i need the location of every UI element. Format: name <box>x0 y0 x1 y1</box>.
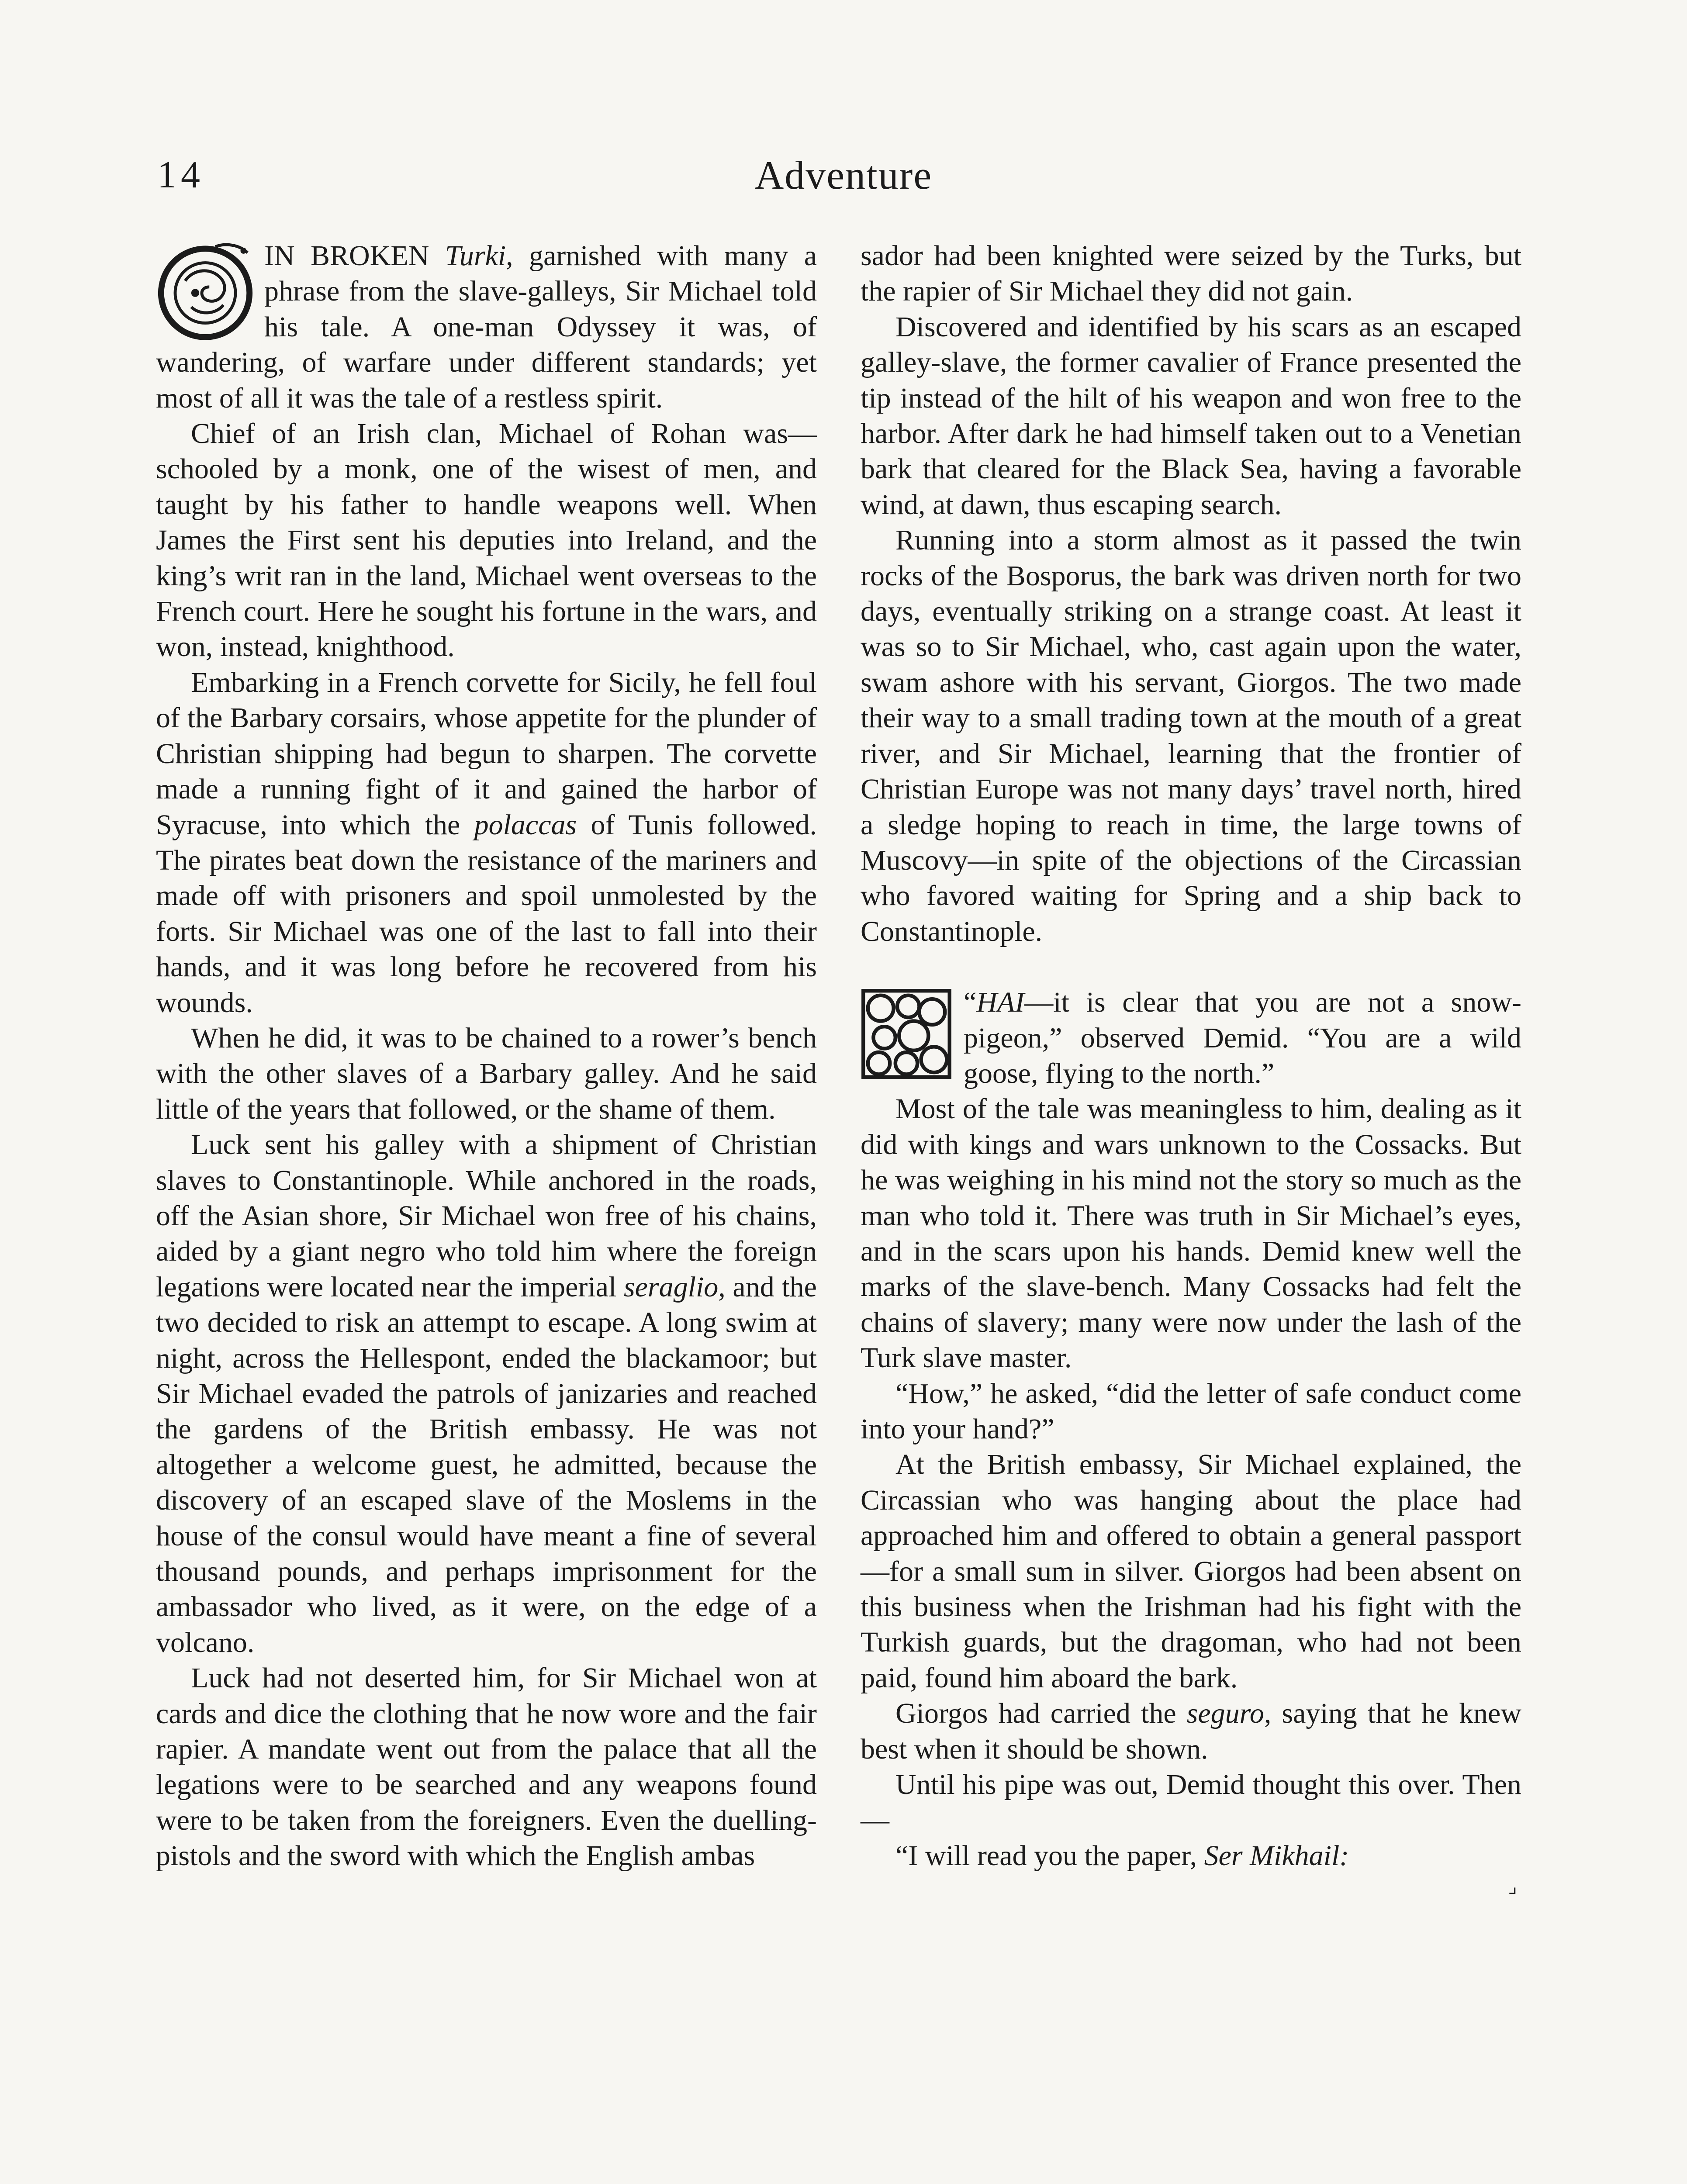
paragraph-12: “How,” he asked, “did the letter of safe conduct come into your hand?” <box>861 1377 1521 1445</box>
page-number: 14 <box>157 154 204 196</box>
right-column <box>861 238 1521 1900</box>
page-header <box>0 144 1687 210</box>
italic-word: Turki <box>445 240 506 272</box>
paragraph-14: Giorgos had carried the seguro, saying that he knew best when it should be shown. <box>861 1697 1521 1765</box>
italic-word: seraglio <box>623 1271 719 1303</box>
paragraph-3: Embarking in a French corvette for Sicily, he fell foul of the Barbary corsairs, whose appetite for the plunder of Christian shipping had begun to sharpen. The corvette made a running fight of it and gained the harbor of Syracuse, into which the polaccas of Tunis followed. The pirates beat down the resistance of the mariners and made off with prisoners and spoil unmolested by the forts. Sir Michael was one of the last to fall into their hands, and it was long before he recovered from his wounds. <box>156 666 817 1019</box>
paragraph-13: At the British embassy, Sir Michael explained, the Circassian who was hanging about the place had approached him and offered to obtain a general passport—for a small sum in silver. Giorgos had been absent on this business when the Irishman had his fight with the Turkish guards, but the dragoman, who had not been paid, found him aboard the bark. <box>861 1448 1521 1694</box>
running-title: Adventure <box>754 153 933 197</box>
paragraph-16: “I will read you the paper, Ser Mikhail: <box>895 1839 1349 1872</box>
paragraph-1: IN BROKEN Turki, garnished with many a phrase from the slave-galleys, Sir Michael told his tale. A one-man Odyssey it was, of wandering, of warfare under different standards; yet most of all it was the tale of a restless spirit. <box>156 240 817 414</box>
section-break <box>861 949 1521 985</box>
paragraph-5: Luck sent his galley with a shipment of Christian slaves to Constantinople. While anchored in the roads, off the Asian shore, Sir Michael won free of his chains, aided by a giant negro who told him where the foreign legations were located near the imperial seraglio, and the two decided to risk an attempt to escape. A long swim at night, across the Hellespont, ended the blackamoor; but Sir Michael evaded the patrols of janizaries and reached the gardens of the British embassy. He was not altogether a welcome guest, he admitted, because the discovery of an escaped slave of the Moslems in the house of the consul would have meant a fine of several thousand pounds, and perhaps imprisonment for the ambassador who lived, as it were, on the edge of a volcano. <box>156 1129 817 1659</box>
paragraph-6: Luck had not deserted him, for Sir Michael won at cards and dice the clothing that he now wore and the fair rapier. A mandate went out from the palace that all the legations were to be searched and any weapons found were to be taken from the foreigners. Even the duelling-pistols and the sword with which the English ambas <box>156 1662 817 1872</box>
paragraph-11: Most of the tale was meaningless to him, dealing as it did with kings and wars unknown to the Cossacks. But he was weighing in his mind not the story so much as the man who told it. There was truth in Sir Michael’s eyes, and in the scars upon his hands. Demid knew well the marks of the slave-bench. Many Cossacks had felt the chains of slavery; many were now under the lash of the Turk slave master. <box>861 1093 1521 1374</box>
paragraph-8: Discovered and identified by his scars as an escaped galley-slave, the former cavalier of France presented the tip instead of the hilt of his weapon and won free to the harbor. After dark he had himself taken out to a Venetian bark that cleared for the Black Sea, having a favorable wind, at dawn, thus escaping search. <box>861 311 1521 521</box>
ornamental-section-icon <box>861 988 952 1080</box>
italic-word: seguro <box>1186 1697 1264 1730</box>
paragraph-15: Until his pipe was out, Demid thought this over. Then— <box>861 1769 1521 1836</box>
paragraph-10: “HAI—it is clear that you are not a snow-pigeon,” observed Demid. “You are a wild goose, flying to the north.” <box>964 986 1521 1089</box>
left-column <box>156 238 817 1874</box>
italic-word: HAI <box>976 986 1025 1019</box>
italic-word: polaccas <box>474 809 577 841</box>
paragraph-2: Chief of an Irish clan, Michael of Rohan was—schooled by a monk, one of the wisest of men, and taught by his father to handle weapons well. When James the First sent his deputies into Ireland, and the king’s writ ran in the land, Michael went overseas to the French court. Here he sought his fortune in the wars, and won, instead, knighthood. <box>156 418 817 663</box>
paragraph-9: Running into a storm almost as it passed the twin rocks of the Bosporus, the bark was driven north for two days, eventually striking on a strange coast. At least it was so to Sir Michael, who, cast again upon the water, swam ashore with his servant, Giorgos. The two made their way to a small trading town at the mouth of a great river, and Sir Michael, learning that the frontier of Christian Europe was not many days’ travel north, hired a sledge hoping to reach in time, the large towns of Muscovy—in spite of the objections of the Circassian who favored waiting for Spring and a ship back to Constantinople. <box>861 524 1521 947</box>
dropcap-text: IN BROKEN <box>264 240 445 272</box>
continuation-mark-icon: ⌟ <box>1508 1876 1517 1897</box>
paragraph-4: When he did, it was to be chained to a rower’s bench with the other slaves of a Barbary galley. And he said little of the years that followed, or the shame of them. <box>156 1022 817 1125</box>
italic-word: Ser Mikhail: <box>1204 1839 1349 1872</box>
paragraph-7: sador had been knighted were seized by the Turks, but the rapier of Sir Michael they did not gain. <box>861 240 1521 308</box>
ornamental-dropcap-o-icon <box>155 241 256 341</box>
